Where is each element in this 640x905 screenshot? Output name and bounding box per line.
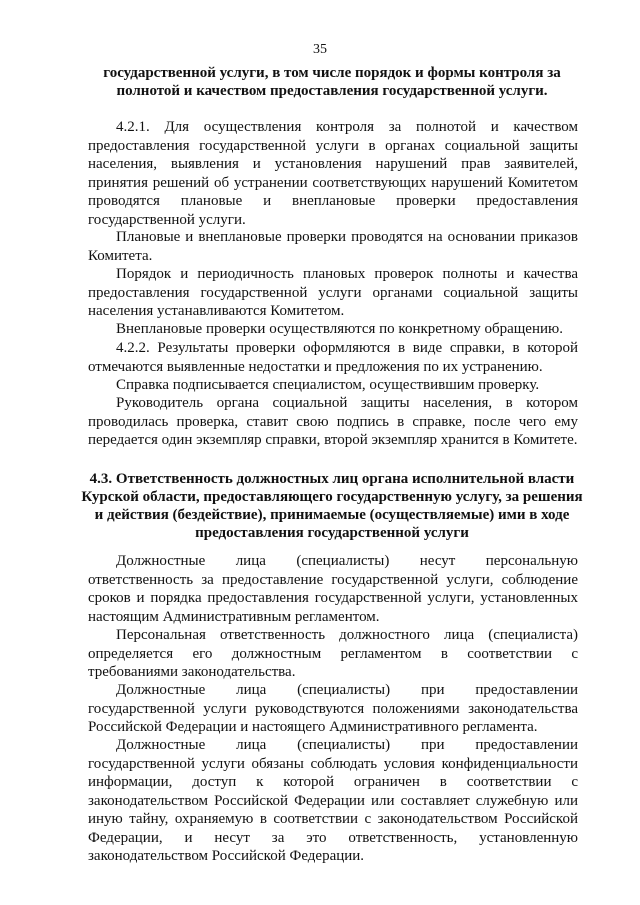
paragraph-personal-responsibility: Должностные лица (специалисты) несут персональную ответственность за предоставление государственной услуги, соблюдение сроков и порядка предоставления государственной услуги, установленных настоящим Административным регламентом. <box>88 553 578 625</box>
paragraph-head-signature: Руководитель органа социальной защиты населения, в котором проводилась проверка, ставит свою подпись в справке, после чего ему передается один экземпляр справки, второй экземпляр хранится в Комитете. <box>88 395 578 448</box>
paragraph-4-2-1: 4.2.1. Для осуществления контроля за полнотой и качеством предоставления государственной услуги в органах социальной защиты населения, выявления и установления нарушений прав заявителей, принятия решений об устранении соответствующих нарушений Комитетом проводятся плановые и внеплановые проверки предоставления государственной услуги. <box>88 119 578 228</box>
paragraph-confidentiality: Должностные лица (специалисты) при предоставлении государственной услуги обязаны соблюдать условия конфиденциальности информации, доступ к которой ограничен в соответствии с законодательством Российской Федерации или составляет служебную или иную тайну, охраняемую в соответствии с законодательством Российской Федерации, и несут за это ответственность, установленную законодательством Российской Федерации. <box>88 737 578 864</box>
paragraph-4-2-2: 4.2.2. Результаты проверки оформляются в виде справки, в которой отмечаются выявленные недостатки и предложения по их устранению. <box>88 340 578 375</box>
paragraph-check-order: Порядок и периодичность плановых проверок полноты и качества предоставления государственной услуги органами социальной защиты населения устанавливаются Комитетом. <box>88 266 578 319</box>
paragraph-legislation-guidance: Должностные лица (специалисты) при предоставлении государственной услуги руководствуются положениями законодательства Российской Федерации и настоящего Административного регламента. <box>88 682 578 735</box>
paragraph-planned-checks: Плановые и внеплановые проверки проводятся на основании приказов Комитета. <box>88 229 578 264</box>
heading-continuation: государственной услуги, в том числе порядок и формы контроля за полнотой и качеством предоставления государственной услуги. <box>103 65 561 99</box>
paragraph-job-regulations: Персональная ответственность должностного лица (специалиста) определяется его должностным регламентом в соответствии с требованиями законодательства. <box>88 627 578 680</box>
paragraph-unplanned-checks: Внеплановые проверки осуществляются по конкретному обращению. <box>116 321 563 337</box>
page-number: 35 <box>313 42 327 57</box>
paragraph-report-signing: Справка подписывается специалистом, осуществившим проверку. <box>116 377 540 393</box>
section-heading-4-3: 4.3. Ответственность должностных лиц органа исполнительной власти Курской области, предоставляющего государственную услугу, за решения и действия (бездействие), принимаемые (осуществляемые) ими в ходе предоставления государственной услуги <box>81 471 583 541</box>
